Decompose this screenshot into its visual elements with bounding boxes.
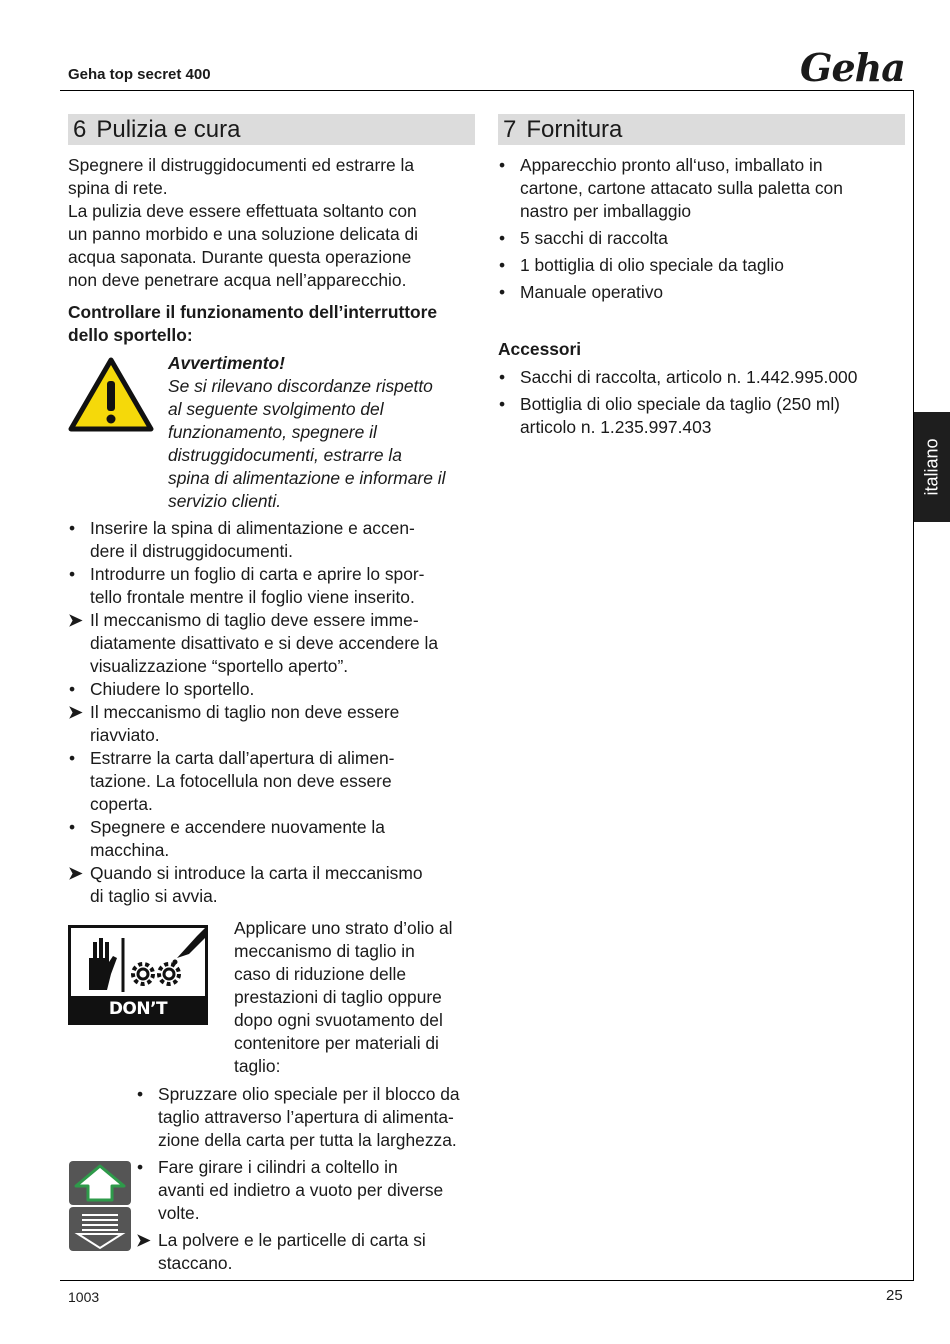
section-6-number: 6 [73,116,87,143]
list-item: • 1 bottiglia di olio speciale da taglio [499,255,784,275]
oil-hand-gears-icon [71,928,205,996]
intro-line: non deve penetrare acqua nell’apparecchio. [68,270,407,290]
check-steps-list [68,517,488,908]
language-tab-label: italiano [921,438,942,496]
geha-logo: Geha [800,45,905,90]
section-7-heading [498,114,905,145]
list-item: ➤ Il meccanismo di taglio non deve essere riavviato. [68,702,400,745]
list-item: • Apparecchio pronto all‘uso, imballato in cartone, cartone attacato sulla paletta con nastro per imballaggio [499,155,843,221]
section-7-title: Fornitura [526,116,623,143]
check-heading: Controllare il funzionamento dell’interruttore dello sportello: [68,302,438,345]
intro-line: La pulizia deve essere effettuata soltanto con [68,201,417,221]
accessories-heading: Accessori [498,339,582,359]
intro-line: acqua saponata. Durante questa operazione [68,247,412,267]
supply-list [498,154,908,304]
oil-instructions: Applicare uno strato d’olio al meccanismo di taglio in caso di riduzione delle prestazioni di taglio oppure dopo ogni svuotamento del contenitore per materiali di taglio: [234,918,453,1076]
list-item: • Introdurre un foglio di carta e aprire lo spor- tello frontale mentre il foglio viene inserito. [69,564,425,607]
dont-forget-pictogram [68,925,208,1045]
right-border-rule [913,90,914,1280]
list-item: • Inserire la spina di alimentazione e accen- dere il distruggidocumenti. [69,518,415,561]
list-item: • Fare girare i cilindri a coltello in avanti ed indietro a vuoto per diverse volte. [137,1157,444,1223]
intro-line: spina di rete. [68,178,168,198]
list-item: ➤ La polvere e le particelle di carta si staccano. [136,1230,426,1273]
document-title: Geha top secret 400 [68,66,211,83]
list-item: • Spruzzare olio speciale per il blocco da taglio attraverso l’apertura di alimenta- zione della carta per tutta la larghezza. [137,1084,460,1150]
list-item: • Estrarre la carta dall’apertura di alimen- tazione. La fotocellula non deve essere coperta. [69,748,395,814]
warning-triangle-icon [68,357,154,433]
section-6-title: Pulizia e cura [96,116,241,143]
list-item: • Chiudere lo sportello. [69,679,255,699]
warning-block: Avvertimento! Se si rilevano discordanze rispetto al seguente svolgimento del funzionamento, spegnere il distruggidocumenti, estrarre la spina di alimentazione e informare il servizio clienti. [168,352,478,513]
list-item: • Sacchi di raccolta, articolo n. 1.442.995.000 [499,367,858,387]
page-number: 25 [886,1287,903,1304]
list-item: ➤ Il meccanismo di taglio deve essere imme- diatamente disattivato e si deve accendere la visualizzazione “sportello aperto”. [68,610,439,676]
list-item: • Manuale operativo [499,282,664,302]
oil-steps-list [136,1083,486,1275]
intro-line: un panno morbido e una soluzione delicata di [68,224,418,244]
footer-rule [60,1280,914,1281]
intro-line: Spegnere il distruggidocumenti ed estrarre la [68,155,415,175]
list-item: • Spegnere e accendere nuovamente la macchina. [69,817,385,860]
section-7-number: 7 [503,116,517,143]
cleaning-intro [68,154,478,292]
list-item: • Bottiglia di olio speciale da taglio (250 ml) articolo n. 1.235.997.403 [499,394,840,437]
header-rule [60,90,914,91]
document-code: 1003 [68,1289,100,1305]
list-item: ➤ Quando si introduce la carta il meccanismo di taglio si avvia. [68,863,423,906]
accessories-list [498,366,908,439]
list-item: • 5 sacchi di raccolta [499,228,668,248]
forward-reverse-icon [68,1160,132,1252]
warning-title: Avvertimento! [168,353,285,373]
section-6-heading [68,114,475,145]
dont-forget-label: DON’T FORGET [71,996,205,1022]
language-tab [914,412,950,522]
